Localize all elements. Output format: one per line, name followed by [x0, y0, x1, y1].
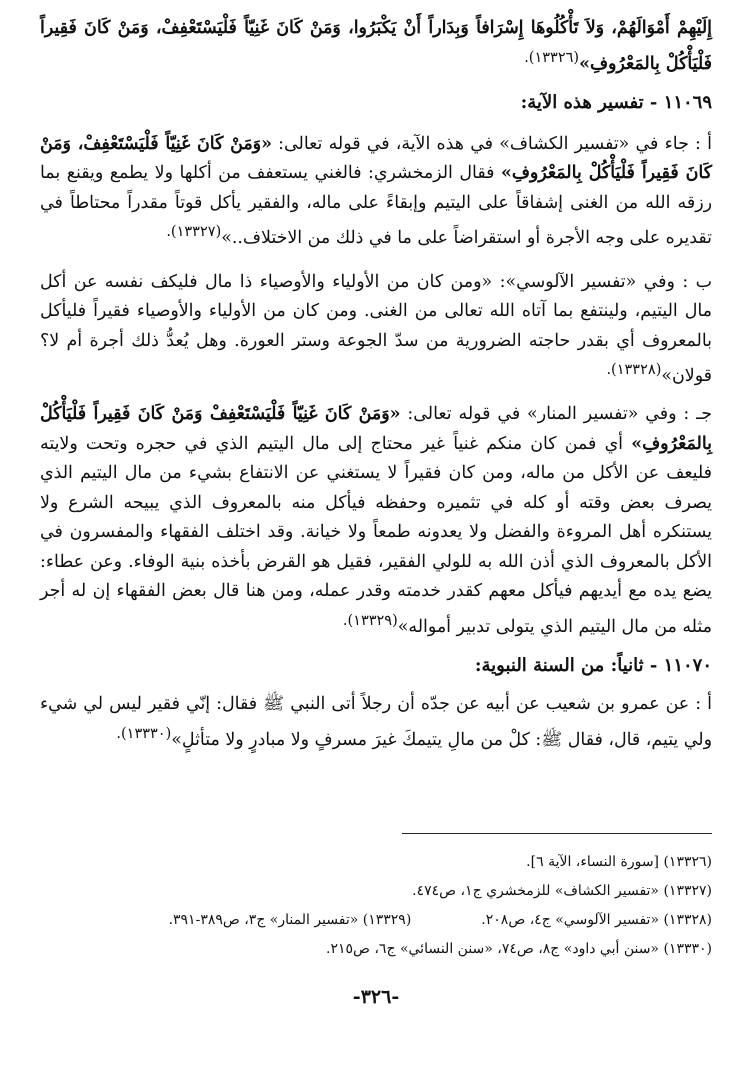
- footnote: (١٣٣٢٦) [سورة النساء، الآية ٦].: [526, 854, 712, 870]
- paragraph-jim-manar: [40, 400, 712, 642]
- footnote-ref: (١٣٣٣٠).: [116, 725, 172, 742]
- footnote-separator: [402, 833, 712, 834]
- paragraph-text: فقال الزمخشري: فالغني يستعفف من أكلها ولا يطمع ويقنع بما رزقه الله من الغنى إشفاقاً على اليتيم وإبقاءً على ماله، والفقير يأكل قوتاً مقدراً محتاطاً في تقديره على وجه الأجرة أو استقراضاً على ما في ذلك من الاختلاف..»: [40, 163, 712, 249]
- footnote: (١٣٣٣٠) «سنن أبي داود» ج٨، ص٧٤، «سنن النسائي» ج٦، ص٢١٥.: [326, 941, 712, 957]
- paragraph-intro: أ : جاء في «تفسير الكشاف» في هذه الآية، في قوله تعالى:: [278, 133, 712, 154]
- paragraph-ba-alusi: [40, 268, 712, 392]
- quran-verse: إِلَيْهِمْ أَمْوَالَهُمْ، وَلاَ تَأْكُلُوهَا إِسْرَافاً وَبِدَاراً أَنْ يَكْبَرُوا، وَمَنْ كَانَ غَنِيّاً فَلْيَسْتَعْفِفْ، وَمَنْ كَانَ فَقِيراً فَلْيَأْكُلْ بِالمَعْرُوفِ»: [40, 18, 712, 74]
- paragraph-verse-continuation: [40, 14, 712, 79]
- page-number: -٣٢٦-: [352, 986, 400, 1008]
- paragraph-hadith: [40, 690, 712, 755]
- footnote: (١٣٣٢٧) «تفسير الكشاف» للزمخشري ج١، ص٤٧٤.: [412, 883, 712, 899]
- section-heading-sunnah: ١١٠٧٠ - ثانياً: من السنة النبوية:: [474, 655, 712, 677]
- footnote-pair: [40, 906, 712, 935]
- paragraph-text: ب : وفي «تفسير الآلوسي»: «ومن كان من الأولياء والأوصياء ذا مال فليكف نفسه عن أكل مال اليتيم، ولينتفع بما آتاه الله تعالى من الغنى. ومن كان من الأولياء والأوصياء فقيراً فليأكل بالمعروف أي بقدر حاجته الضرورية من سدّ الجوعة وستر العورة. وهل يُعدُّ ذلك أجرة أم لا؟ قولان»: [40, 271, 712, 386]
- paragraph-text: أي فمن كان منكم غنياً غير محتاج إلى مال اليتيم الذي في حجره وتحت ولايته فليعف عن الأكل من ماله، ومن كان فقيراً لا يستغني عن الانتفاع بشيء من مال اليتيم الذي يصرف بعض وقته أو كله في تثميره وحفظه فيأكل منه بالمعروف الذي يبيحه الشرع ولا يستنكره أهل المروءة والفضل ولا يعدونه طمعاً ولا خيانة. وقد اختلف الفقهاء والمفسرون في الأكل بالمعروف الذي أذن الله به للولي الفقير، فقيل هو القرض بأخذه بنية الوفاء. وعن عطاء: يضع يده مع أيديهم فيأكل معهم كقدر خدمته وقدر عمله، ومن هنا قال بعض الفقهاء إن له أجر مثله من مال اليتيم الذي يتولى تدبير أمواله»: [40, 433, 712, 637]
- paragraph-alif-kashshaf: [40, 130, 712, 254]
- paragraph-text: أ : عن عمرو بن شعيب عن أبيه عن جدّه أن رجلاً أتى النبي ﷺ فقال: إنّي فقير ليس لي شيء ولي يتيم، قال، فقال ﷺ: كلْ من مالِ يتيمكَ غيرَ مسرفٍ ولا مبادرٍ ولا متأثلٍ»: [40, 694, 712, 750]
- footnote-ref: (١٣٣٢٨).: [606, 362, 662, 379]
- footnote-ref: (١٣٣٢٩).: [342, 612, 398, 629]
- quran-verse: «وَمَنْ كَانَ غَنِيّاً فَلْيَسْتَعْفِفْ وَمَنْ كَانَ فَقِيراً فَلْيَأْكُلْ بِالمَعْرُوفِ»: [40, 404, 712, 454]
- footnote-ref: (١٣٣٢٦).: [524, 49, 580, 66]
- footnotes: [40, 848, 712, 964]
- paragraph-intro: جـ : وفي «تفسير المنار» في قوله تعالى:: [407, 404, 712, 425]
- quran-verse: «وَمَنْ كَانَ غَنِيّاً فَلْيَسْتَعْفِفْ، وَمَنْ كَانَ فَقِيراً فَلْيَأْكُلْ بِالمَعْرُوفِ»: [40, 133, 713, 184]
- main-text: [40, 14, 712, 755]
- footnote: (١٣٣٢٩) «تفسير المنار» ج٣، ص٣٨٩-٣٩١.: [168, 912, 412, 928]
- footnote: (١٣٣٢٨) «تفسير الآلوسي» ج٤، ص٢٠٨.: [481, 912, 712, 928]
- footnote-ref: (١٣٣٢٧).: [166, 224, 222, 241]
- section-heading-tafsir: ١١٠٦٩ - تفسير هذه الآية:: [520, 91, 712, 113]
